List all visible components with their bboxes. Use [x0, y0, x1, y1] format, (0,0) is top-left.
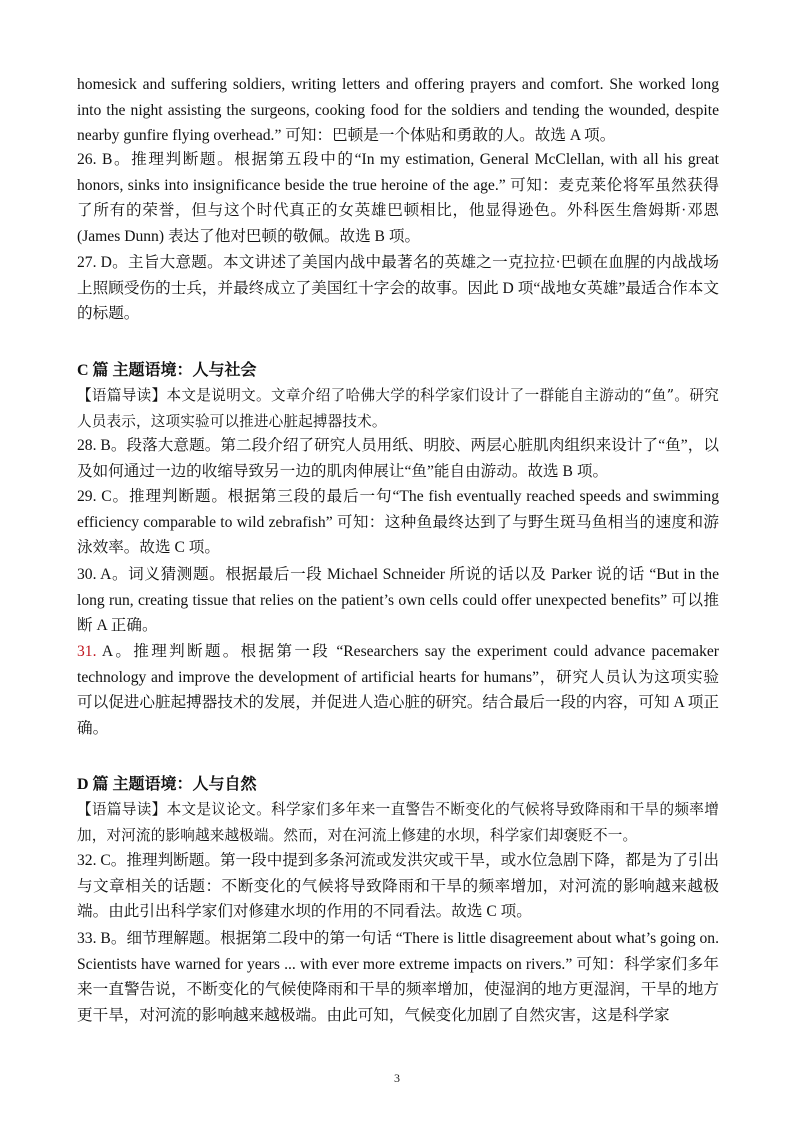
- section-c-heading: C 篇 主题语境：人与社会: [77, 362, 257, 379]
- answer-q31-text: A。推理判断题。根据第一段 “Researchers say the experiment could advance pacemaker technology and improve the development of artificial hearts for humans”，研究人员认为这项实验可以促进心脏起搏器技术的发展，并促进人造心脏的研究。结合最后一段的内容，可知 A 项正确。: [77, 643, 719, 738]
- answer-q31: [77, 639, 719, 742]
- answer-q27: 27. D。主旨大意题。本文讲述了美国内战中最著名的英雄之一克拉拉·巴顿在血腥的内战战场上照顾受伤的士兵，并最终成立了美国红十字会的故事。因此 D 项“战地女英雄”最适合作本文的标题。: [77, 254, 719, 323]
- section-c-guide: 【语篇导读】本文是说明文。文章介绍了哈佛大学的科学家们设计了一群能自主游动的“鱼”。研究人员表示，这项实验可以推进心脏起搏器技术。: [77, 387, 719, 430]
- answer-q32: 32. C。推理判断题。第一段中提到多条河流或发洪灾或干旱，或水位急剧下降，都是为了引出与文章相关的话题：不断变化的气候将导致降雨和干旱的频率增加，对河流的影响越来越极端。由此引出科学家们对修建水坝的作用的不同看法。故选 C 项。: [77, 852, 719, 921]
- answer-q33: 33. B。细节理解题。根据第二段中的第一句话 “There is little disagreement about what’s going on. Scientists have warned for years ... with ever more extreme impacts on rivers.” 可知：科学家们多年来一直警告说，不断变化的气候使降雨和干旱的频率增加，使湿润的地方更湿润，干旱的地方更干旱，对河流的影响越来越极端。由此可知，气候变化加剧了自然灾害，这是科学家: [77, 930, 719, 1025]
- section-d-guide: 【语篇导读】本文是议论文。科学家们多年来一直警告不断变化的气候将导致降雨和干旱的频率增加，对河流的影响越来越极端。然而，对在河流上修建的水坝，科学家们却褒贬不一。: [77, 801, 719, 844]
- page-number: 3: [394, 1071, 400, 1085]
- paragraph-q25-continuation: homesick and suffering soldiers, writing letters and offering prayers and comfort. She worked long into the night assisting the surgeons, cooking food for the soldiers and tending the wounded, despite nearby gunfire flying overhead.” 可知：巴顿是一个体贴和勇敢的人。故选 A 项。: [77, 76, 719, 145]
- answer-q29: 29. C。推理判断题。根据第三段的最后一句“The fish eventually reached speeds and swimming efficiency comparable to wild zebrafish” 可知：这种鱼最终达到了与野生斑马鱼相当的速度和游泳效率。故选 C 项。: [77, 488, 719, 557]
- answer-q28: 28. B。段落大意题。第二段介绍了研究人员用纸、明胶、两层心脏肌肉组织来设计了“鱼”，以及如何通过一边的收缩导致另一边的肌肉伸展让“鱼”能自由游动。故选 B 项。: [77, 437, 719, 480]
- answer-q30: 30. A。词义猜测题。根据最后一段 Michael Schneider 所说的话以及 Parker 说的话 “But in the long run, creating tissue that relies on the patient’s own cells could offer unexpected benefits” 可以推断 A 正确。: [77, 566, 719, 635]
- answer-q26: 26. B。推理判断题。根据第五段中的“In my estimation, General McClellan, with all his great honors, sinks into insignificance beside the true heroine of the age.” 可知：麦克莱伦将军虽然获得了所有的荣誉，但与这个时代真正的女英雄巴顿相比，他显得逊色。外科医生詹姆斯·邓恩 (James Dunn) 表达了他对巴顿的敬佩。故选 B 项。: [77, 151, 719, 246]
- question-number-31: 31.: [77, 643, 97, 660]
- section-d-heading: D 篇 主题语境：人与自然: [77, 776, 257, 793]
